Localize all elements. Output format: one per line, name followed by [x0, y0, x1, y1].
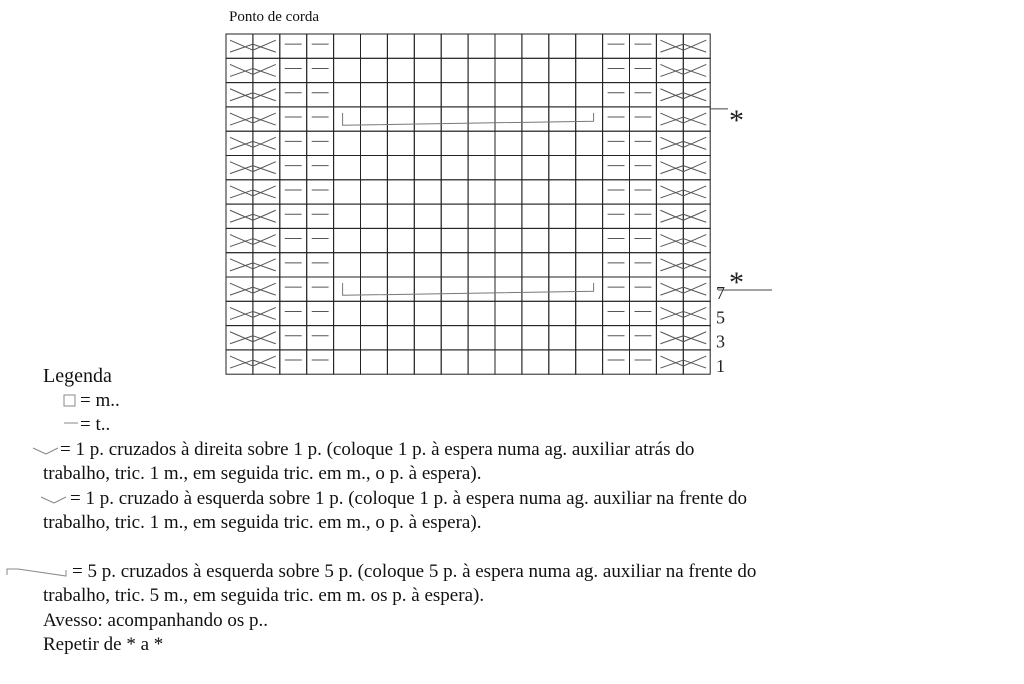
grid-cell: [361, 277, 388, 301]
grid-cell: [683, 326, 710, 350]
grid-cell: [253, 326, 280, 350]
grid-cell: [414, 58, 441, 82]
grid-cell: [683, 34, 710, 58]
grid-cell: [253, 107, 280, 131]
grid-cell: [549, 326, 576, 350]
grid-cell: [280, 58, 307, 82]
right-cross-icon: [32, 445, 60, 459]
grid-cell: [226, 180, 253, 204]
grid-cell: [656, 83, 683, 107]
grid-cell: [656, 107, 683, 131]
grid-cell: [656, 204, 683, 228]
grid-cell: [522, 277, 549, 301]
grid-cell: [361, 326, 388, 350]
grid-cell: [280, 107, 307, 131]
grid-cell: [603, 350, 630, 374]
grid-cell: [307, 156, 334, 180]
grid-cell: [226, 83, 253, 107]
grid-cell: [334, 34, 361, 58]
grid-cell: [361, 131, 388, 155]
grid-cell: [630, 34, 657, 58]
grid-cell: [414, 350, 441, 374]
grid-cell: [683, 83, 710, 107]
grid-cell: [549, 131, 576, 155]
grid-cell: [280, 228, 307, 252]
grid-cell: [226, 228, 253, 252]
grid-cell: [683, 350, 710, 374]
grid-cell: [334, 301, 361, 325]
grid-cell: [576, 131, 603, 155]
legend-item-knit: = m..: [80, 390, 120, 411]
grid-cell: [441, 350, 468, 374]
grid-cell: [253, 58, 280, 82]
grid-cell: [549, 301, 576, 325]
grid-cell: [387, 253, 414, 277]
grid-cell: [387, 301, 414, 325]
grid-cell: [441, 253, 468, 277]
grid-cell: [549, 253, 576, 277]
grid-cell: [361, 58, 388, 82]
grid-cell: [468, 156, 495, 180]
grid-cell: [630, 277, 657, 301]
repeat-mark-top: *: [729, 104, 744, 137]
grid-cell: [253, 34, 280, 58]
grid-cell: [307, 301, 334, 325]
grid-cell: [280, 277, 307, 301]
grid-cell: [603, 58, 630, 82]
grid-cell: [387, 107, 414, 131]
grid-cell: [253, 253, 280, 277]
grid-cell: [495, 253, 522, 277]
grid-cell: [361, 83, 388, 107]
grid-cell: [522, 131, 549, 155]
grid-cell: [576, 156, 603, 180]
grid-cell: [468, 350, 495, 374]
grid-cell: [468, 301, 495, 325]
grid-cell: [630, 326, 657, 350]
grid-cell: [549, 156, 576, 180]
grid-cell: [387, 228, 414, 252]
grid-cell: [280, 180, 307, 204]
grid-cell: [387, 204, 414, 228]
grid-cell: [361, 156, 388, 180]
grid-cell: [683, 131, 710, 155]
grid-cell: [576, 228, 603, 252]
grid-cell: [656, 34, 683, 58]
grid-cell: [522, 58, 549, 82]
grid-cell: [522, 156, 549, 180]
grid-cell: [361, 228, 388, 252]
grid-cell: [522, 228, 549, 252]
grid-cell: [307, 107, 334, 131]
grid-cell: [361, 180, 388, 204]
row-number-3: 3: [716, 331, 725, 352]
grid-cell: [280, 253, 307, 277]
grid-cell: [334, 350, 361, 374]
grid-cell: [603, 34, 630, 58]
grid-cell: [683, 180, 710, 204]
grid-cell: [495, 34, 522, 58]
grid-cell: [334, 83, 361, 107]
grid-cell: [576, 180, 603, 204]
grid-cell: [603, 301, 630, 325]
grid-cell: [253, 228, 280, 252]
grid-cell: [549, 58, 576, 82]
grid-cell: [630, 131, 657, 155]
grid-cell: [603, 83, 630, 107]
grid-cell: [522, 350, 549, 374]
grid-cell: [387, 180, 414, 204]
grid-cell: [441, 180, 468, 204]
grid-cell: [361, 204, 388, 228]
grid-cell: [549, 180, 576, 204]
grid-cell: [549, 107, 576, 131]
grid-cell: [656, 326, 683, 350]
grid-cell: [630, 180, 657, 204]
grid-cell: [576, 204, 603, 228]
grid-cell: [334, 204, 361, 228]
grid-cell: [334, 277, 361, 301]
grid-cell: [468, 83, 495, 107]
grid-cell: [468, 34, 495, 58]
grid-cell: [495, 83, 522, 107]
grid-cell: [468, 228, 495, 252]
grid-cell: [549, 204, 576, 228]
grid-cell: [334, 58, 361, 82]
legend-heading: Legenda: [43, 365, 112, 387]
grid-cell: [307, 204, 334, 228]
grid-cell: [253, 301, 280, 325]
grid-cell: [603, 253, 630, 277]
grid-cell: [549, 228, 576, 252]
grid-cell: [414, 156, 441, 180]
grid-cell: [334, 107, 361, 131]
grid-cell: [468, 253, 495, 277]
grid-cell: [576, 107, 603, 131]
grid-cell: [630, 253, 657, 277]
grid-cell: [280, 156, 307, 180]
grid-cell: [468, 326, 495, 350]
grid-cell: [603, 228, 630, 252]
grid-cell: [414, 277, 441, 301]
grid-cell: [280, 34, 307, 58]
grid-cell: [495, 131, 522, 155]
grid-cell: [630, 350, 657, 374]
grid-cell: [683, 301, 710, 325]
grid-cell: [495, 228, 522, 252]
grid-cell: [576, 326, 603, 350]
grid-cell: [495, 156, 522, 180]
grid-cell: [576, 350, 603, 374]
grid-cell: [495, 107, 522, 131]
grid-cell: [576, 58, 603, 82]
knit-square-icon: [63, 394, 77, 408]
grid-cell: [441, 107, 468, 131]
grid-cell: [441, 131, 468, 155]
grid-cell: [307, 253, 334, 277]
grid-cell: [280, 204, 307, 228]
grid-cell: [387, 83, 414, 107]
cable-5-icon: [6, 566, 70, 580]
grid-cell: [656, 253, 683, 277]
grid-cell: [656, 131, 683, 155]
grid-cell: [334, 180, 361, 204]
grid-cell: [307, 228, 334, 252]
grid-cell: [334, 156, 361, 180]
grid-cell: [549, 34, 576, 58]
grid-cell: [414, 204, 441, 228]
grid-cell: [656, 58, 683, 82]
grid-cell: [656, 156, 683, 180]
grid-cell: [683, 204, 710, 228]
row-number-7: 7: [716, 283, 725, 303]
grid-cell: [226, 34, 253, 58]
legend-item-right-cross-cont: trabalho, tric. 1 m., em seguida tric. em m., o p. à espera).: [43, 463, 482, 484]
legend-item-right-cross: = 1 p. cruzados à direita sobre 1 p. (coloque 1 p. à espera numa ag. auxiliar atrás do: [60, 439, 695, 460]
grid-cell: [253, 277, 280, 301]
grid-cell: [226, 107, 253, 131]
grid-cell: [576, 253, 603, 277]
grid-cell: [576, 301, 603, 325]
grid-cell: [441, 34, 468, 58]
grid-cell: [630, 58, 657, 82]
grid-cell: [468, 107, 495, 131]
grid-cell: [307, 277, 334, 301]
grid-cell: [630, 156, 657, 180]
grid-cell: [441, 58, 468, 82]
grid-cell: [226, 326, 253, 350]
legend-item-left-cross: = 1 p. cruzado à esquerda sobre 1 p. (coloque 1 p. à espera numa ag. auxiliar na frente do: [70, 488, 748, 509]
grid-cell: [549, 83, 576, 107]
grid-cell: [683, 107, 710, 131]
grid-cell: [495, 204, 522, 228]
grid-cell: [468, 277, 495, 301]
grid-cell: [630, 107, 657, 131]
grid-cell: [226, 301, 253, 325]
grid-cell: [468, 131, 495, 155]
grid-cell: [441, 204, 468, 228]
grid-cell: [414, 131, 441, 155]
grid-cell: [253, 350, 280, 374]
grid-cell: [603, 180, 630, 204]
grid-cell: [522, 204, 549, 228]
grid-cell: [307, 34, 334, 58]
grid-cell: [414, 326, 441, 350]
grid-cell: [307, 350, 334, 374]
grid-cell: [576, 34, 603, 58]
grid-cell: [468, 204, 495, 228]
row-number-5: 5: [716, 307, 725, 328]
grid-cell: [495, 180, 522, 204]
grid-cell: [495, 277, 522, 301]
legend-item-repeat: Repetir de * a *: [43, 634, 164, 655]
grid-cell: [387, 277, 414, 301]
grid-cell: [307, 131, 334, 155]
grid-cell: [603, 131, 630, 155]
grid-cell: [307, 83, 334, 107]
grid-cell: [441, 326, 468, 350]
grid-cell: [307, 180, 334, 204]
grid-cell: [522, 34, 549, 58]
grid-cell: [656, 277, 683, 301]
repeat-mark-bottom: *: [729, 266, 744, 299]
grid-cell: [683, 228, 710, 252]
grid-cell: [280, 326, 307, 350]
grid-cell: [414, 83, 441, 107]
grid-cell: [387, 34, 414, 58]
grid-cell: [226, 156, 253, 180]
grid-cell: [226, 58, 253, 82]
grid-cell: [226, 204, 253, 228]
grid-cell: [603, 156, 630, 180]
grid-cell: [683, 58, 710, 82]
grid-cell: [441, 156, 468, 180]
grid-cell: [334, 253, 361, 277]
grid-cell: [441, 83, 468, 107]
grid-cell: [522, 107, 549, 131]
grid-cell: [656, 180, 683, 204]
grid-cell: [495, 326, 522, 350]
legend-item-wrong-side: Avesso: acompanhando os p..: [43, 610, 268, 631]
grid-cell: [387, 156, 414, 180]
grid-cell: [656, 350, 683, 374]
legend-item-purl: = t..: [80, 414, 111, 435]
grid-cell: [441, 277, 468, 301]
grid-cell: [253, 156, 280, 180]
grid-cell: [468, 180, 495, 204]
grid-cell: [576, 277, 603, 301]
row-number-1: 1: [716, 355, 725, 376]
grid-cell: [414, 253, 441, 277]
grid-cell: [387, 58, 414, 82]
grid-cell: [226, 131, 253, 155]
grid-cell: [361, 301, 388, 325]
grid-cell: [414, 34, 441, 58]
grid-cell: [361, 350, 388, 374]
grid-cell: [522, 301, 549, 325]
grid-cell: [549, 277, 576, 301]
purl-dash-icon: [63, 419, 79, 429]
grid-cell: [387, 131, 414, 155]
legend-item-cable-cont: trabalho, tric. 5 m., em seguida tric. em m. os p. à espera).: [43, 585, 485, 606]
grid-cell: [307, 58, 334, 82]
grid-cell: [495, 58, 522, 82]
legend-item-left-cross-cont: trabalho, tric. 1 m., em seguida tric. em m., o p. à espera).: [43, 512, 482, 533]
grid-cell: [334, 326, 361, 350]
grid-cell: [253, 131, 280, 155]
grid-cell: [656, 228, 683, 252]
grid-cell: [683, 277, 710, 301]
grid-cell: [414, 301, 441, 325]
grid-cell: [253, 204, 280, 228]
left-cross-icon: [40, 494, 68, 508]
grid-cell: [603, 277, 630, 301]
grid-cell: [226, 277, 253, 301]
grid-cell: [280, 350, 307, 374]
grid-cell: [522, 253, 549, 277]
grid-cell: [522, 180, 549, 204]
grid-cell: [414, 180, 441, 204]
grid-cell: [656, 301, 683, 325]
grid-cell: [361, 107, 388, 131]
grid-cell: [414, 107, 441, 131]
grid-cell: [468, 58, 495, 82]
grid-cell: [630, 301, 657, 325]
grid-cell: [334, 228, 361, 252]
grid-cell: [522, 326, 549, 350]
grid-cell: [280, 301, 307, 325]
grid-cell: [683, 253, 710, 277]
grid-cell: [630, 228, 657, 252]
grid-cell: [226, 350, 253, 374]
grid-cell: [630, 204, 657, 228]
grid-cell: [630, 83, 657, 107]
grid-cell: [361, 34, 388, 58]
grid-cell: [280, 83, 307, 107]
grid-cell: [549, 350, 576, 374]
grid-cell: [280, 131, 307, 155]
grid-cell: [253, 83, 280, 107]
grid-cell: [361, 253, 388, 277]
grid-cell: [603, 326, 630, 350]
grid-cell: [387, 350, 414, 374]
chart-title: Ponto de corda: [229, 9, 319, 25]
grid-cell: [522, 83, 549, 107]
grid-cell: [387, 326, 414, 350]
grid-cell: [603, 107, 630, 131]
legend-item-cable: = 5 p. cruzados à esquerda sobre 5 p. (coloque 5 p. à espera numa ag. auxiliar na frente do: [72, 561, 757, 582]
grid-cell: [226, 253, 253, 277]
grid-cell: [495, 350, 522, 374]
grid-cell: [441, 301, 468, 325]
grid-cell: [253, 180, 280, 204]
grid-cell: [441, 228, 468, 252]
grid-cell: [683, 156, 710, 180]
grid-cell: [414, 228, 441, 252]
grid-cell: [576, 83, 603, 107]
grid-cell: [495, 301, 522, 325]
grid-cell: [307, 326, 334, 350]
grid-cell: [334, 131, 361, 155]
grid-cell: [603, 204, 630, 228]
